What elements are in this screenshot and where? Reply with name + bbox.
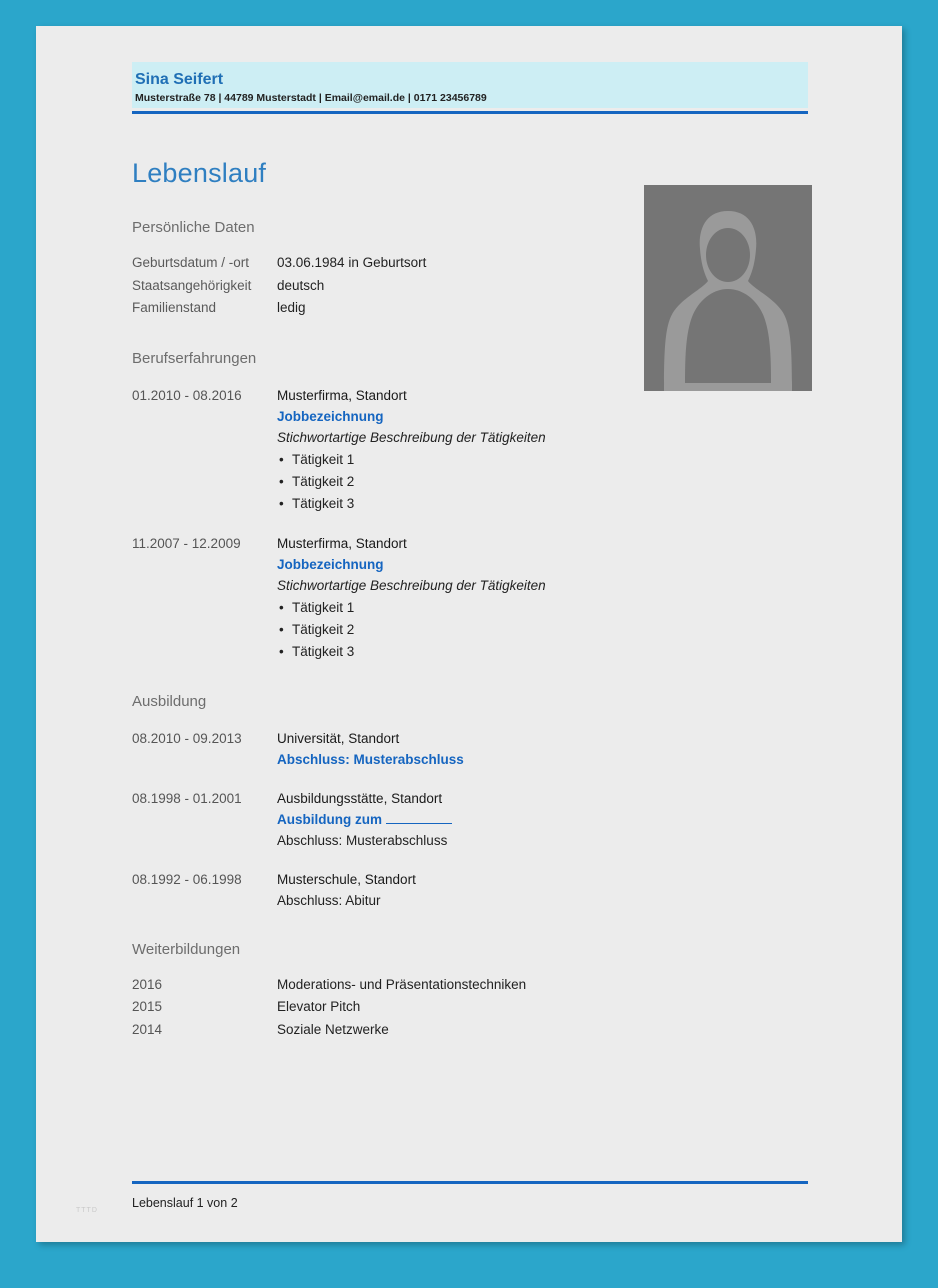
section-heading-training: Weiterbildungen xyxy=(132,940,241,958)
entry-date: 08.1992 - 06.1998 xyxy=(132,871,242,887)
education-entry xyxy=(132,728,812,770)
entry-degree: Abschluss: Musterabschluss xyxy=(277,751,464,767)
watermark: TTTD xyxy=(76,1207,98,1214)
entry-date: 01.2010 - 08.2016 xyxy=(132,387,242,403)
row-label: 2014 xyxy=(132,1021,163,1037)
row-label: Geburtsdatum / -ort xyxy=(132,255,250,270)
page-title: Lebenslauf xyxy=(132,158,267,188)
table-row xyxy=(132,974,812,997)
entry-body xyxy=(277,533,546,663)
experience-entry xyxy=(132,385,812,515)
entry-date: 08.1998 - 01.2001 xyxy=(132,790,242,806)
entry-description: Stichwortartige Beschreibung der Tätigkeiten xyxy=(277,429,546,445)
row-value: Soziale Netzwerke xyxy=(277,1021,389,1037)
row-value: Moderations- und Präsentationstechniken xyxy=(277,976,527,992)
entry-subtext: Abschluss: Musterabschluss xyxy=(277,832,448,848)
entry-bullet-list xyxy=(277,597,546,663)
entry-subtext: Abschluss: Abitur xyxy=(277,892,381,908)
applicant-contact: Musterstraße 78 | 44789 Musterstadt | Email@email.de | 0171 23456789 xyxy=(135,92,487,104)
training-rows xyxy=(132,974,812,1042)
entry-company: Musterfirma, Standort xyxy=(277,387,407,403)
row-label: Staatsangehörigkeit xyxy=(132,277,252,293)
entry-bullet-list xyxy=(277,449,546,515)
entry-company: Musterfirma, Standort xyxy=(277,535,407,551)
list-item: • Tätigkeit 3 xyxy=(277,493,546,515)
education-entry xyxy=(132,869,812,911)
entry-body xyxy=(277,728,464,770)
section-heading-education: Ausbildung xyxy=(132,692,207,710)
entry-body xyxy=(277,385,546,515)
resume-header xyxy=(132,62,808,108)
applicant-name: Sina Seifert xyxy=(135,71,224,88)
section-heading-personal: Persönliche Daten xyxy=(132,219,255,236)
row-value: Elevator Pitch xyxy=(277,999,361,1014)
entry-role: Jobbezeichnung xyxy=(277,556,384,572)
entry-institution: Ausbildungsstätte, Standort xyxy=(277,790,443,806)
list-item: • Tätigkeit 3 xyxy=(277,641,546,663)
entry-role: Jobbezeichnung xyxy=(277,408,384,424)
portrait-photo xyxy=(644,185,812,391)
page-content xyxy=(132,62,812,1222)
education-entry xyxy=(132,788,812,851)
header-divider xyxy=(132,111,808,114)
list-item: • Tätigkeit 1 xyxy=(277,449,546,471)
list-item: • Tätigkeit 2 xyxy=(277,619,546,641)
fill-in-blank xyxy=(386,823,452,824)
table-row xyxy=(132,996,812,1019)
list-item: • Tätigkeit 1 xyxy=(277,597,546,619)
footer-divider xyxy=(132,1181,808,1184)
row-value: 03.06.1984 in Geburtsort xyxy=(277,255,427,270)
row-label: 2016 xyxy=(132,976,163,992)
person-placeholder-icon xyxy=(644,185,812,391)
table-row xyxy=(132,1019,812,1042)
entry-body xyxy=(277,788,452,851)
row-value: deutsch xyxy=(277,277,325,293)
experience-entry xyxy=(132,533,812,663)
entry-institution: Universität, Standort xyxy=(277,730,400,746)
row-value: ledig xyxy=(277,300,306,315)
entry-degree: Ausbildung zum xyxy=(277,811,382,827)
entry-date: 11.2007 - 12.2009 xyxy=(132,535,241,551)
row-label: 2015 xyxy=(132,999,163,1014)
resume-page xyxy=(36,26,902,1242)
row-label: Familienstand xyxy=(132,300,217,315)
list-item: • Tätigkeit 2 xyxy=(277,471,546,493)
footer-page-label: Lebenslauf 1 von 2 xyxy=(132,1196,238,1210)
entry-institution: Musterschule, Standort xyxy=(277,871,416,887)
entry-degree-line xyxy=(277,809,452,830)
entry-description: Stichwortartige Beschreibung der Tätigkeiten xyxy=(277,577,546,593)
entry-date: 08.2010 - 09.2013 xyxy=(132,730,242,746)
entry-body xyxy=(277,869,416,911)
section-heading-experience: Berufserfahrungen xyxy=(132,349,257,367)
